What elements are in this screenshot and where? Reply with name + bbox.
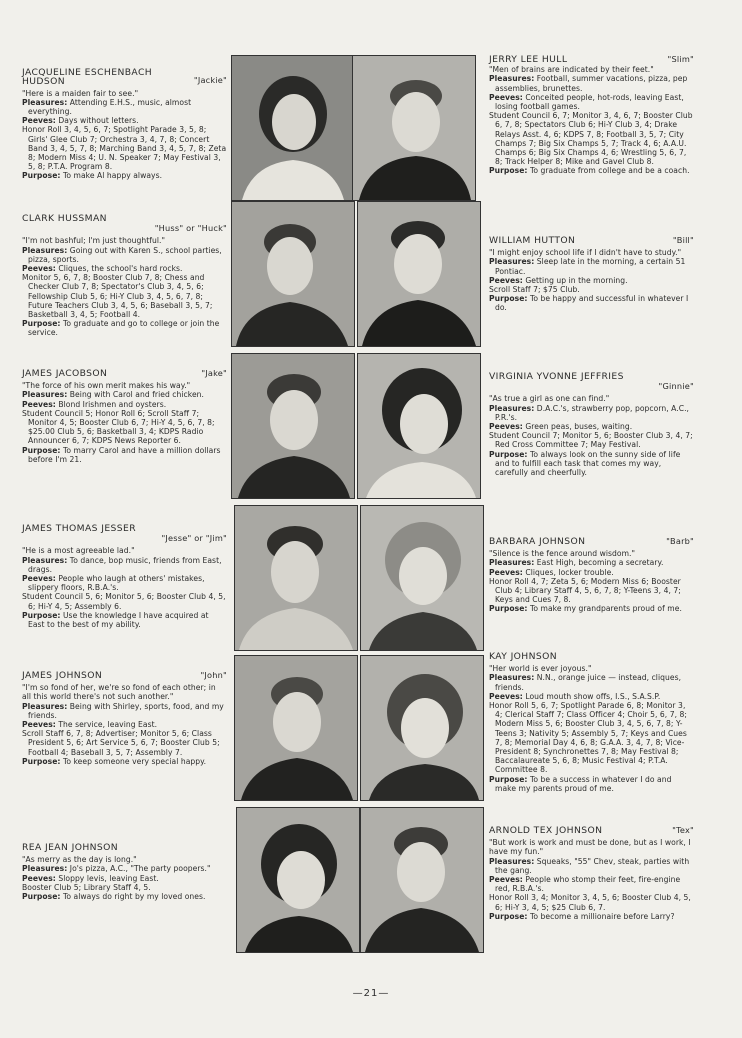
student-name: VIRGINIA YVONNE JEFFRIES xyxy=(489,371,624,382)
student-nickname: "Huss" or "Huck" xyxy=(154,223,227,234)
portrait-photo xyxy=(231,55,355,201)
pleasures-text: Being with Carol and fried chicken. xyxy=(69,390,204,400)
activities-text: Student Council 6, 7; Monitor 3, 4, 6, 7; Booster Club 6, 7, 8; Spectators Club 6; Hi-Y Club 3, 4; Drake Relays Asst. 4, 6; KDPS 7, 8; Football 3, 5, 7; City Champs 7; Big Six Champs 5, 7; Track 4, 6; A.A.U. Champs 6; Big Six Champs 4, 6; Wrestling 5, 6, 7, 8; Track Helper 8; Mike and Gavel Club 8. xyxy=(489,111,693,167)
peeves-field xyxy=(22,574,227,592)
pleasures-text: Attending E.H.S., music, almost everything. xyxy=(28,97,192,117)
purpose-field xyxy=(489,912,694,921)
student-motto: "But work is work and must be done, but as I work, I have my fun." xyxy=(489,838,691,857)
student-motto: "Men of brains are indicated by their feet." xyxy=(489,65,654,75)
purpose-text: To become a millionaire before Larry? xyxy=(529,911,675,921)
purpose-text: To always do right by my loved ones. xyxy=(62,892,206,902)
purpose-text: Use the knowledge I have acquired at East to the best of my ability. xyxy=(28,610,209,630)
name-line xyxy=(22,369,227,378)
peeves-text: Green peas, buses, waiting. xyxy=(525,422,633,432)
student-entry xyxy=(489,826,694,921)
pleasures-text: To dance, bop music, friends from East, drags. xyxy=(28,555,222,574)
purpose-label: Purpose: xyxy=(22,756,61,766)
peeves-text: Days without letters. xyxy=(58,116,139,126)
purpose-label: Purpose: xyxy=(489,774,528,784)
pleasures-field xyxy=(22,246,227,264)
peeves-label: Peeves: xyxy=(22,873,56,883)
student-nickname: "Ginnie" xyxy=(658,381,694,392)
student-name: JERRY LEE HULL xyxy=(489,54,568,65)
purpose-label: Purpose: xyxy=(22,319,61,329)
name-line xyxy=(489,826,694,835)
purpose-text: To graduate from college and be a coach. xyxy=(529,166,690,176)
student-motto: "Her world is ever joyous." xyxy=(489,664,592,674)
peeves-label: Peeves: xyxy=(22,116,56,126)
purpose-label: Purpose: xyxy=(489,604,528,614)
student-nickname: "Tex" xyxy=(672,825,694,835)
pleasures-field xyxy=(489,74,694,92)
pleasures-label: Pleasures: xyxy=(489,856,535,866)
pleasures-text: Going out with Karen S., school parties, pizza, sports. xyxy=(28,245,222,264)
student-motto: "Here is a maiden fair to see." xyxy=(22,88,139,98)
activities-text: Booster Club 5; Library Staff 4, 5. xyxy=(22,882,151,892)
student-motto: "I'm not bashful; I'm just thoughtful." xyxy=(22,236,166,246)
pleasures-field xyxy=(489,404,694,422)
pleasures-field xyxy=(22,864,227,873)
portrait-photo xyxy=(360,505,484,651)
pleasures-field xyxy=(489,558,694,567)
peeves-text: Blond Irishmen and oysters. xyxy=(58,399,167,409)
student-name: REA JEAN JOHNSON xyxy=(22,842,119,853)
activities-text: Honor Roll 4, 7; Zeta 5, 6; Modern Miss 6; Booster Club 4; Library Staff 4, 5, 6, 7, 8; Y-Teens 3, 4, 7; Keys and Cues 7, 8. xyxy=(489,576,681,605)
purpose-label: Purpose: xyxy=(22,445,61,455)
purpose-field xyxy=(489,604,694,613)
peeves-text: People who stomp their feet, fire-engine red, R.B.A.'s. xyxy=(495,875,681,894)
peeves-field xyxy=(22,720,227,729)
purpose-label: Purpose: xyxy=(489,166,528,176)
activities-text: Monitor 5, 6, 7, 8; Booster Club 7, 8; Chess and Checker Club 7, 8; Spectator's Club 3, 4, 5, 6; Fellowship Club 5, 6; Hi-Y Club 3, 4, 5, 6, 7, 8; Future Teachers Club 3, 4, 5, 6; Baseball 3, 5, 7; Basketball 3, 4, 5; Football 4. xyxy=(22,273,213,320)
purpose-text: To be happy and successful in whatever I do. xyxy=(495,294,689,313)
purpose-field xyxy=(489,166,694,175)
peeves-text: Getting up in the morning. xyxy=(525,275,628,285)
student-entry xyxy=(489,372,694,477)
student-motto: "He is a most agreeable lad." xyxy=(22,546,135,556)
purpose-text: To always look on the sunny side of life and to fulfill each task that comes my way, carefully and cheerfully. xyxy=(495,449,681,478)
peeves-field xyxy=(22,400,227,409)
pleasures-field xyxy=(22,390,227,399)
pleasures-label: Pleasures: xyxy=(489,257,535,267)
pleasures-text: D.A.C.'s, strawberry pop, popcorn, A.C., P.R.'s. xyxy=(495,403,690,422)
pleasures-field xyxy=(22,702,227,720)
purpose-text: To graduate and go to college or join the service. xyxy=(28,319,220,338)
purpose-label: Purpose: xyxy=(489,911,528,921)
purpose-field xyxy=(22,446,227,464)
peeves-field xyxy=(489,875,694,893)
peeves-field xyxy=(22,874,227,883)
purpose-label: Purpose: xyxy=(22,171,61,181)
student-nickname: "Bill" xyxy=(672,235,694,245)
activities-text: Honor Roll 3, 4; Monitor 3, 4, 5, 6; Booster Club 4, 5, 6; Hi-Y 3, 4, 5; $25 Club 6, 7. xyxy=(489,893,691,912)
purpose-field xyxy=(22,892,227,901)
portrait-photo xyxy=(234,655,358,801)
pleasures-label: Pleasures: xyxy=(489,673,535,683)
pleasures-text: Being with Shirley, sports, food, and my friends. xyxy=(28,701,224,720)
peeves-text: Conceited people, hot-rods, leaving East, losing football games. xyxy=(495,92,684,112)
pleasures-field xyxy=(489,257,694,275)
peeves-label: Peeves: xyxy=(489,567,523,577)
purpose-label: Purpose: xyxy=(22,610,61,620)
peeves-field xyxy=(22,116,227,125)
purpose-label: Purpose: xyxy=(489,294,528,304)
portrait-photo xyxy=(236,807,360,953)
pleasures-label: Pleasures: xyxy=(22,701,68,711)
peeves-field xyxy=(489,692,694,701)
student-nickname: "Jesse" or "Jim" xyxy=(161,533,227,544)
pleasures-label: Pleasures: xyxy=(22,390,68,400)
peeves-field xyxy=(489,276,694,285)
pleasures-field xyxy=(22,556,227,574)
purpose-label: Purpose: xyxy=(489,449,528,459)
student-motto: "I might enjoy school life if I didn't have to study." xyxy=(489,248,682,258)
peeves-field xyxy=(489,422,694,431)
student-entry xyxy=(489,55,694,176)
purpose-field xyxy=(489,450,694,478)
portrait-photo xyxy=(231,353,355,499)
pleasures-text: N.N., orange juice — instead, cliques, friends. xyxy=(495,673,682,692)
student-entry xyxy=(22,68,227,181)
purpose-text: To make my grandparents proud of me. xyxy=(529,604,682,614)
peeves-text: People who laugh at others' mistakes, slippery floors, R.B.A.'s. xyxy=(28,574,205,593)
activities-text: Scroll Staff 6, 7, 8; Advertiser; Monitor 5, 6; Class President 5, 6; Art Service 5, 6, 7; Booster Club 5; Football 4; Baseball 3, 5, 7; Assembly 7. xyxy=(22,729,220,757)
student-nickname: "Jackie" xyxy=(193,75,227,86)
student-nickname: "Barb" xyxy=(666,536,694,546)
student-entry xyxy=(22,369,227,464)
student-name: JACQUELINE ESCHENBACH HUDSON xyxy=(22,67,153,88)
student-nickname: "John" xyxy=(200,670,227,680)
portrait-photo xyxy=(234,505,358,651)
pleasures-label: Pleasures: xyxy=(22,555,68,565)
peeves-text: Cliques, locker trouble. xyxy=(525,567,614,577)
student-name: CLARK HUSSMAN xyxy=(22,213,107,224)
peeves-field xyxy=(489,93,694,111)
activities-text: Honor Roll 3, 4, 5, 6, 7; Spotlight Parade 3, 5, 8; Girls' Glee Club 7; Orchestra 3, 4, 7, 8; Concert Band 3, 4, 5, 7, 8; Marching Band 3, 4, 5, 7, 8; Zeta 8; Modern Miss 4; U. N. Speaker 7; May Festival 3, 5, 8; P.T.A. Program 8. xyxy=(22,125,227,172)
portrait-photo xyxy=(357,353,481,499)
student-nickname: "Jake" xyxy=(201,368,227,378)
student-entry xyxy=(22,524,227,629)
student-entry xyxy=(489,652,694,793)
activities-text: Student Council 5; Honor Roll 6; Scroll Staff 7; Monitor 4, 5; Booster Club 6, 7; Hi-Y 4, 5, 6, 7, 8; $25.00 Club 5, 6; Basketball 3, 4; KDPS Radio Announcer 6, 7; KDPS News Reporter 6. xyxy=(22,408,215,446)
portrait-photo xyxy=(231,201,355,347)
purpose-field xyxy=(22,171,227,180)
student-name: WILLIAM HUTTON xyxy=(489,235,576,246)
activities-text: Student Council 5, 6; Monitor 5, 6; Booster Club 4, 5, 6; Hi-Y 4, 5; Assembly 6. xyxy=(22,592,226,611)
purpose-text: To marry Carol and have a million dollars before I'm 21. xyxy=(28,445,221,464)
student-entry xyxy=(489,537,694,614)
peeves-label: Peeves: xyxy=(22,720,56,730)
portrait-photo xyxy=(360,655,484,801)
name-line xyxy=(489,236,694,245)
student-name: JAMES JACOBSON xyxy=(22,368,108,379)
purpose-text: To make Al happy always. xyxy=(62,171,163,181)
student-motto: "As true a girl as one can find." xyxy=(489,394,610,404)
purpose-field xyxy=(489,294,694,312)
portrait-photo xyxy=(352,55,476,201)
student-nickname: "Slim" xyxy=(667,54,694,64)
pleasures-text: Football, summer vacations, pizza, pep assemblies, brunettes. xyxy=(495,74,688,93)
student-motto: "Silence is the fence around wisdom." xyxy=(489,549,636,559)
pleasures-field xyxy=(489,857,694,875)
name-line xyxy=(489,537,694,546)
peeves-label: Peeves: xyxy=(489,875,523,885)
pleasures-label: Pleasures: xyxy=(489,74,535,84)
pleasures-text: East High, becoming a secretary. xyxy=(536,558,664,568)
portrait-photo xyxy=(357,201,481,347)
activities-text: Honor Roll 5, 6, 7; Spotlight Parade 6, 8; Monitor 3, 4; Clerical Staff 7; Class Officer 4; Choir 5, 6, 7, 8; Modern Miss 5, 6; Booster Club 3, 4, 5, 6, 7, 8; Y-Teens 3; Nativity 5; Assembly 5, 7; Keys and Cues 7, 8; Memorial Day 4, 6, 8; G.A.A. 3, 4, 7, 8; Vice-President 8; Synchronettes 7, 8; May Festival 8; Baccalaureate 5, 6, 8; Music Festival 4; P.T.A. Committee 8. xyxy=(489,701,688,775)
name-line xyxy=(489,55,694,64)
purpose-field xyxy=(22,319,227,337)
pleasures-label: Pleasures: xyxy=(22,864,68,874)
student-motto: "The force of his own merit makes his way." xyxy=(22,381,191,391)
student-entry xyxy=(489,236,694,313)
purpose-label: Purpose: xyxy=(22,892,61,902)
pleasures-label: Pleasures: xyxy=(489,558,535,568)
pleasures-text: Sleep late in the morning, a certain 51 Pontiac. xyxy=(495,257,686,276)
portrait-photo xyxy=(360,807,484,953)
peeves-text: Cliques, the school's hard rocks. xyxy=(58,264,183,274)
pleasures-label: Pleasures: xyxy=(22,245,68,255)
activities-text: Scroll Staff 7; $75 Club. xyxy=(489,285,580,295)
pleasures-label: Pleasures: xyxy=(489,403,535,413)
pleasures-label: Pleasures: xyxy=(22,97,68,107)
student-entry xyxy=(22,671,227,766)
pleasures-field xyxy=(22,98,227,116)
purpose-field xyxy=(489,775,694,793)
pleasures-text: Jo's pizza, A.C., "The party poopers." xyxy=(69,864,211,874)
student-motto: "As merry as the day is long." xyxy=(22,855,137,865)
peeves-field xyxy=(22,264,227,273)
peeves-label: Peeves: xyxy=(489,92,523,102)
purpose-field xyxy=(22,611,227,629)
activities-text: Student Council 7; Monitor 5, 6; Booster Club 3, 4, 7; Red Cross Committee 7; May Festival. xyxy=(489,431,693,450)
student-motto: "I'm so fond of her, we're so fond of each other; in all this world there's not such another." xyxy=(22,683,216,702)
student-entry xyxy=(22,214,227,338)
student-entry xyxy=(22,843,227,901)
peeves-label: Peeves: xyxy=(489,691,523,701)
purpose-text: To keep someone very special happy. xyxy=(62,756,207,766)
peeves-label: Peeves: xyxy=(489,275,523,285)
student-name: ARNOLD TEX JOHNSON xyxy=(489,825,603,836)
name-line xyxy=(22,671,227,680)
peeves-label: Peeves: xyxy=(22,574,56,584)
peeves-label: Peeves: xyxy=(22,264,56,274)
student-name: BARBARA JOHNSON xyxy=(489,536,586,547)
peeves-field xyxy=(489,568,694,577)
student-name: JAMES THOMAS JESSER xyxy=(22,523,137,534)
peeves-text: The service, leaving East. xyxy=(58,720,158,730)
student-name: KAY JOHNSON xyxy=(489,651,558,662)
peeves-label: Peeves: xyxy=(489,422,523,432)
page-number: —21— xyxy=(352,988,390,999)
purpose-field xyxy=(22,757,227,766)
pleasures-field xyxy=(489,673,694,691)
purpose-text: To be a success in whatever I do and make my parents proud of me. xyxy=(495,774,672,793)
peeves-text: Loud mouth show offs, I.S., S.A.S.P. xyxy=(525,691,661,701)
peeves-label: Peeves: xyxy=(22,399,56,409)
peeves-text: Sloppy levis, leaving East. xyxy=(58,873,159,883)
student-name: JAMES JOHNSON xyxy=(22,670,103,681)
pleasures-text: Squeaks, "55" Chev, steak, parties with the gang. xyxy=(495,856,690,875)
